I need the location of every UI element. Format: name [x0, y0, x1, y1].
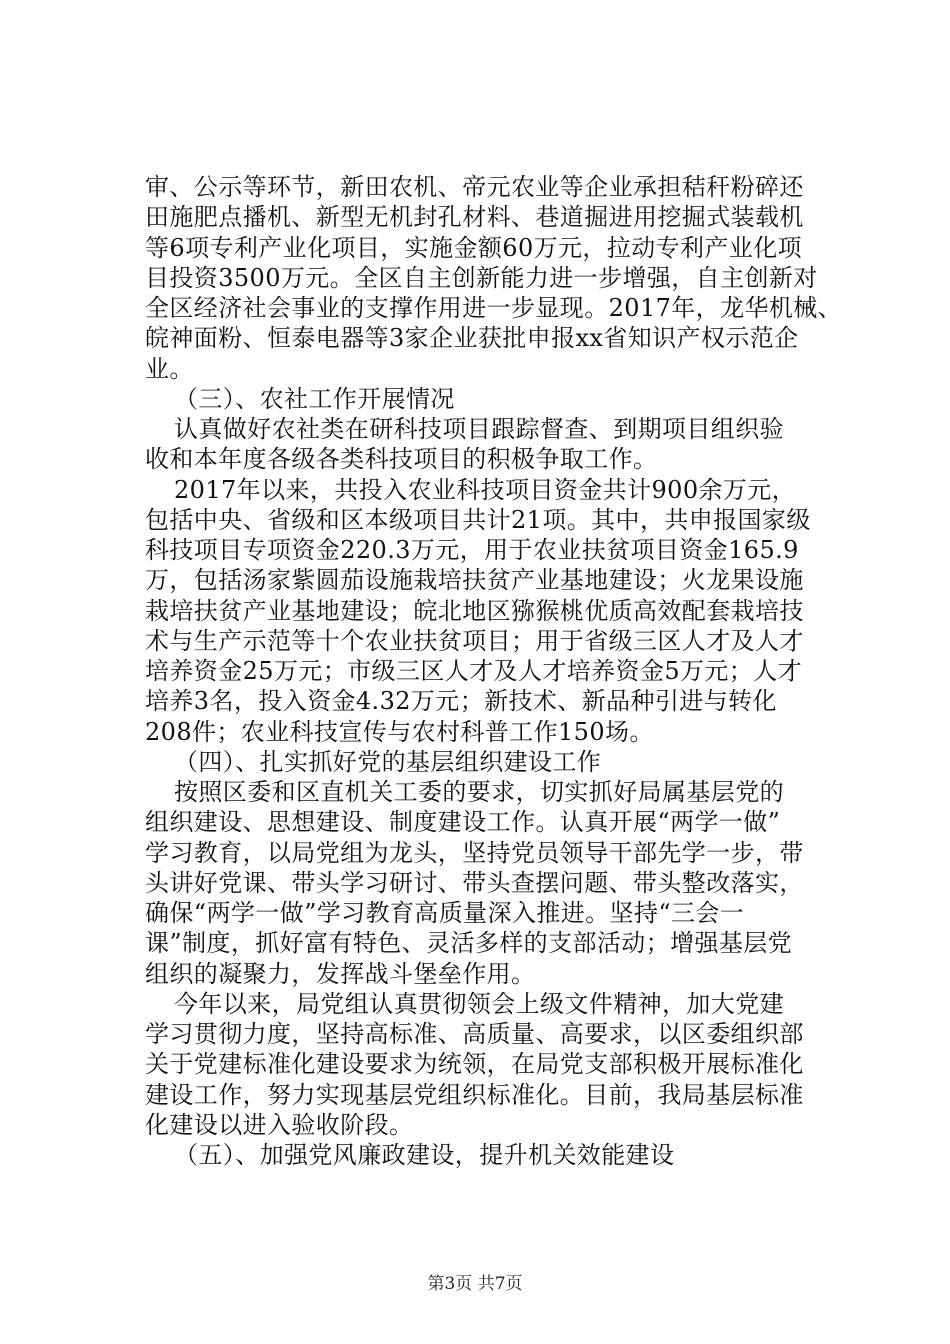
text-line: 2017年以来，共投入农业科技项目资金共计900余万元， [174, 475, 797, 504]
text-line: 田施肥点播机、新型无机封孔材料、巷道掘进用挖掘式装载机 [145, 203, 804, 232]
text-line: 化建设以进入验收阶段。 [145, 1110, 414, 1139]
text-line: 收和本年度各级各类科技项目的积极争取工作。 [145, 445, 658, 474]
text-line: 术与生产示范等十个农业扶贫项目；用于省级三区人才及人才 [145, 626, 804, 655]
text-line: 组织的凝聚力，发挥战斗堡垒作用。 [145, 959, 536, 988]
section-heading: （四）、扎实抓好党的基层组织建设工作 [174, 747, 602, 776]
text-line: 关于党建标准化建设要求为统领，在局党支部积极开展标准化 [145, 1050, 804, 1079]
text-line: 包括中央、省级和区本级项目共计21项。其中，共申报国家级 [145, 505, 811, 534]
text-line: 按照区委和区直机关工委的要求，切实抓好局属基层党的 [174, 778, 784, 806]
text-line: 头讲好党课、带头学习研讨、带头查摆问题、带头整改落实， [145, 868, 804, 897]
section-heading: （三）、农社工作开展情况 [174, 384, 455, 413]
text-line: 科技项目专项资金220.3万元，用于农业扶贫项目资金165.9 [145, 536, 799, 564]
text-line: 皖神面粉、恒泰电器等3家企业获批申报xx省知识产权示范企 [145, 324, 799, 353]
text-line: 目投资3500万元。全区自主创新能力进一步增强，自主创新对 [145, 263, 818, 292]
text-line: 培养资金25万元；市级三区人才及人才培养资金5万元；人才 [145, 657, 803, 685]
text-line: 等6项专利产业化项目，实施金额60万元，拉动专利产业化项 [145, 233, 803, 262]
text-line: 组织建设、思想建设、制度建设工作。认真开展“两学一做” [145, 808, 781, 837]
text-line: 认真做好农社类在研科技项目跟踪督查、到期项目组织验 [174, 415, 784, 443]
text-line: 建设工作，努力实现基层党组织标准化。目前，我局基层标准 [145, 1080, 804, 1109]
text-line: 学习贯彻力度，坚持高标准、高质量、高要求，以区委组织部 [145, 1020, 804, 1048]
text-line: 业。 [145, 354, 194, 383]
page-footer: 第3页 共7页 [427, 1274, 523, 1294]
text-line: 确保“两学一做”学习教育高质量深入推进。坚持“三会一 [145, 899, 745, 927]
text-line: 今年以来，局党组认真贯彻领会上级文件精神，加大党建 [174, 989, 784, 1018]
text-line: 全区经济社会事业的支撑作用进一步显现。2017年，龙华机械、 [145, 294, 843, 322]
text-line: 208件；农业科技宣传与农村科普工作150场。 [145, 717, 654, 746]
text-line: 万，包括汤家紫圆茄设施栽培扶贫产业基地建设；火龙果设施 [145, 566, 804, 595]
text-line: 栽培扶贫产业基地建设；皖北地区猕猴桃优质高效配套栽培技 [145, 596, 804, 625]
text-line: 课”制度，抓好富有特色、灵活多样的支部活动；增强基层党 [145, 929, 793, 958]
text-line: 培养3名，投入资金4.32万元；新技术、新品种引进与转化 [145, 687, 777, 716]
text-line: 学习教育，以局党组为龙头，坚持党员领导干部先学一步，带 [145, 838, 804, 867]
section-heading: （五）、加强党风廉政建设，提升机关效能建设 [174, 1141, 675, 1169]
text-line: 审、公示等环节，新田农机、帝元农业等企业承担秸秆粉碎还 [145, 173, 804, 201]
